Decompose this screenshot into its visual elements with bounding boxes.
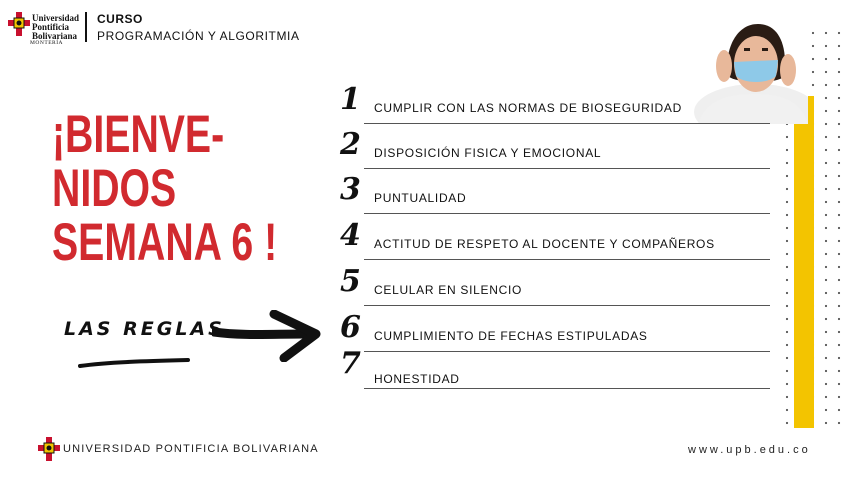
- rule-divider: [364, 388, 770, 389]
- course-label: CURSO: [97, 12, 143, 26]
- rule-divider: [364, 123, 770, 124]
- rule-divider: [364, 259, 770, 260]
- rule-number: 5: [340, 264, 361, 299]
- welcome-title: [52, 105, 278, 272]
- rule-number: 7: [340, 346, 361, 381]
- footer-website-link[interactable]: www.upb.edu.co: [688, 444, 811, 456]
- upb-logo: [8, 10, 80, 48]
- list-item: [340, 82, 770, 132]
- rule-text: CUMPLIMIENTO DE FECHAS ESTIPULADAS: [374, 329, 648, 343]
- rule-text: ACTITUD DE RESPETO AL DOCENTE Y COMPAÑEROS: [374, 237, 715, 251]
- rules-label: LAS REGLAS: [64, 318, 225, 340]
- rule-number: 2: [340, 127, 361, 162]
- brush-underline: [78, 356, 190, 372]
- rule-text: DISPOSICIÓN FISICA Y EMOCIONAL: [374, 146, 602, 160]
- upb-crest-icon: [8, 12, 30, 36]
- rule-text: PUNTUALIDAD: [374, 191, 467, 205]
- rule-number: 1: [340, 82, 361, 117]
- list-item: [340, 264, 770, 314]
- rule-number: 6: [340, 310, 361, 345]
- list-item: [340, 127, 770, 177]
- accent-bar: [794, 96, 814, 428]
- rule-text: CUMPLIR CON LAS NORMAS DE BIOSEGURIDAD: [374, 101, 682, 115]
- title-line: SEMANA 6 !: [52, 213, 278, 272]
- footer-university-name: UNIVERSIDAD PONTIFICIA BOLIVARIANA: [63, 443, 319, 455]
- header-divider: [85, 12, 87, 42]
- rule-divider: [364, 305, 770, 306]
- logo-city: MONTERÍA: [30, 40, 64, 46]
- rule-divider: [364, 213, 770, 214]
- title-line: NIDOS: [52, 159, 177, 218]
- rule-text: CELULAR EN SILENCIO: [374, 283, 523, 297]
- rule-text: HONESTIDAD: [374, 372, 460, 386]
- upb-crest-icon: [38, 437, 60, 461]
- title-line: ¡BIENVE-: [52, 105, 225, 164]
- list-item: [340, 172, 770, 222]
- arrow-right-icon: [212, 310, 324, 362]
- rule-divider: [364, 168, 770, 169]
- list-item: [340, 218, 770, 268]
- course-name: PROGRAMACIÓN Y ALGORITMIA: [97, 29, 300, 43]
- rule-number: 3: [340, 172, 361, 207]
- list-item: [340, 346, 770, 396]
- rule-number: 4: [340, 218, 361, 253]
- logo-wordmark: Universidad Pontificia Bolivariana: [32, 13, 80, 41]
